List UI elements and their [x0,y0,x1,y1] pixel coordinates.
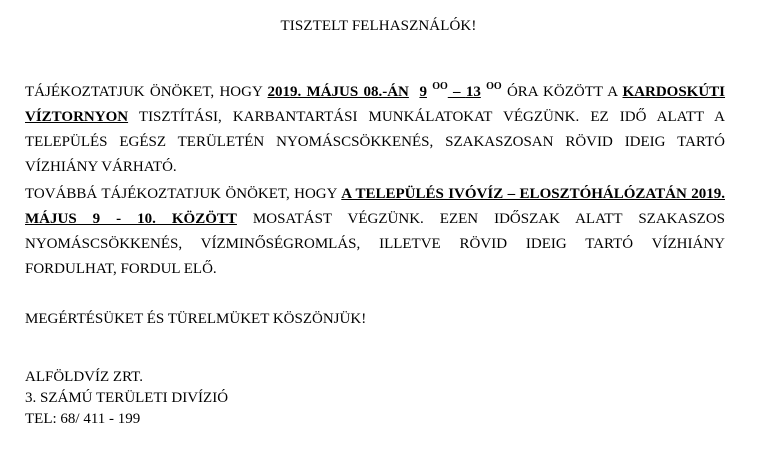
p1-rest: TISZTÍTÁSI, KARBANTARTÁSI MUNKÁLATOKAT VÉGZÜNK. EZ IDŐ ALATT A TELEPÜLÉS EGÉSZ TERÜLETÉN NYOMÁSCSÖKKENÉS, SZAKASZOSAN RÖVID IDEIG TARTÓ VÍZHIÁNY VÁRHATÓ. [25,109,725,175]
notice-title: TISZTELT FELHASZNÁLÓK! [280,18,477,34]
signature-company: ALFÖLDVÍZ ZRT. [25,369,143,385]
p1-date: 2019. MÁJUS 08.-ÁN [267,84,409,100]
p1-time-start-hour: 9 [419,84,427,100]
p1-intro: TÁJÉKOZTATJUK ÖNÖKET, HOGY [25,84,268,100]
notice-paragraph-thanks: MEGÉRTÉSÜKET ÉS TÜRELMÜKET KÖSZÖNJÜK! [25,311,367,327]
notice-paragraph-flushing [25,182,725,282]
p1-time-dash: – [447,84,466,100]
p1-time-range [409,81,502,100]
signature-block [25,367,228,430]
p2-intro: TOVÁBBÁ TÁJÉKOZTATJUK ÖNÖKET, HOGY [25,186,342,202]
p1-time-end-hour: 13 [465,84,481,100]
p2-highlight: A TELEPÜLÉS IVÓVÍZ – ELOSZTÓHÁLÓZATÁN 2019. MÁJUS 9 - 10. KÖZÖTT [25,186,725,227]
signature-division: 3. SZÁMÚ TERÜLETI DIVÍZIÓ [25,390,229,406]
p1-time-start-min: OO [432,81,448,92]
signature-phone: TEL: 68/ 411 - 199 [25,411,141,427]
p2-rest: MOSATÁST VÉGZÜNK. EZEN IDŐSZAK ALATT SZAKASZOS NYOMÁSCSÖKKENÉS, VÍZMINŐSÉGROMLÁS, ILLETVE RÖVID IDEIG TARTÓ VÍZHIÁNY FORDULHAT, FORDUL ELŐ. [25,211,725,277]
p1-time-end-min: OO [486,81,502,92]
notice-paragraph-maintenance [25,80,725,180]
p1-location: KARDOSKÚTI VÍZTORNYON [25,84,726,125]
p1-after-time: ÓRA KÖZÖTT A [501,84,623,100]
